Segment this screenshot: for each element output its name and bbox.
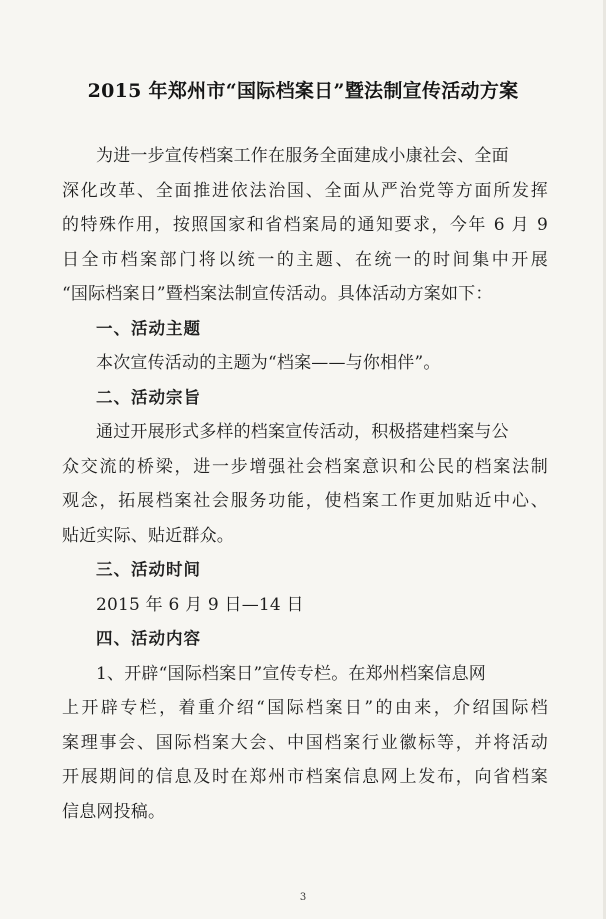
document-title: 2015 年郑州市“国际档案日”暨法制宣传活动方案 bbox=[87, 80, 519, 102]
section-heading: 二、活动宗旨 bbox=[96, 387, 201, 407]
paragraph-line: 开展期间的信息及时在郑州市档案信息网上发布，向省档案 bbox=[62, 767, 548, 787]
paragraph-line: 日全市档案部门将以统一的主题、在统一的时间集中开展 bbox=[62, 249, 548, 270]
paragraph-line: 案理事会、国际档案大会、中国档案行业徽标等，并将活动 bbox=[62, 732, 548, 753]
paragraph-line: “国际档案日”暨档案法制宣传活动。具体活动方案如下： bbox=[62, 284, 493, 304]
section-heading: 三、活动时间 bbox=[96, 560, 201, 579]
paragraph-line: 的特殊作用，按照国家和省档案局的通知要求，今年 6 月 9 bbox=[62, 215, 548, 235]
paragraph-line: 贴近实际、贴近群众。 bbox=[62, 525, 234, 546]
document-body bbox=[62, 142, 548, 832]
paragraph-line: 上开辟专栏，着重介绍“国际档案日”的由来，介绍国际档 bbox=[62, 698, 548, 718]
section-heading: 四、活动内容 bbox=[96, 629, 201, 648]
paragraph-line: 通过开展形式多样的档案宣传活动，积极搭建档案与公 bbox=[96, 422, 509, 442]
paragraph-line: 2015 年 6 月 9 日—14 日 bbox=[96, 594, 304, 615]
paragraph-line: 1、开辟“国际档案日”宣传专栏。在郑州档案信息网 bbox=[96, 663, 486, 684]
paragraph-line: 本次宣传活动的主题为“档案——与你相伴”。 bbox=[96, 353, 441, 373]
paragraph-line: 信息网投稿。 bbox=[62, 801, 166, 822]
paragraph-line: 众交流的桥梁，进一步增强社会档案意识和公民的档案法制 bbox=[62, 456, 548, 477]
page-number: 3 bbox=[299, 892, 307, 903]
paragraph-line: 深化改革、全面推进依法治国、全面从严治党等方面所发挥 bbox=[62, 180, 548, 201]
section-heading: 一、活动主题 bbox=[96, 318, 201, 338]
paragraph-line: 为进一步宣传档案工作在服务全面建成小康社会、全面 bbox=[96, 146, 509, 166]
paragraph-line: 观念，拓展档案社会服务功能，使档案工作更加贴近中心、 bbox=[62, 491, 548, 511]
